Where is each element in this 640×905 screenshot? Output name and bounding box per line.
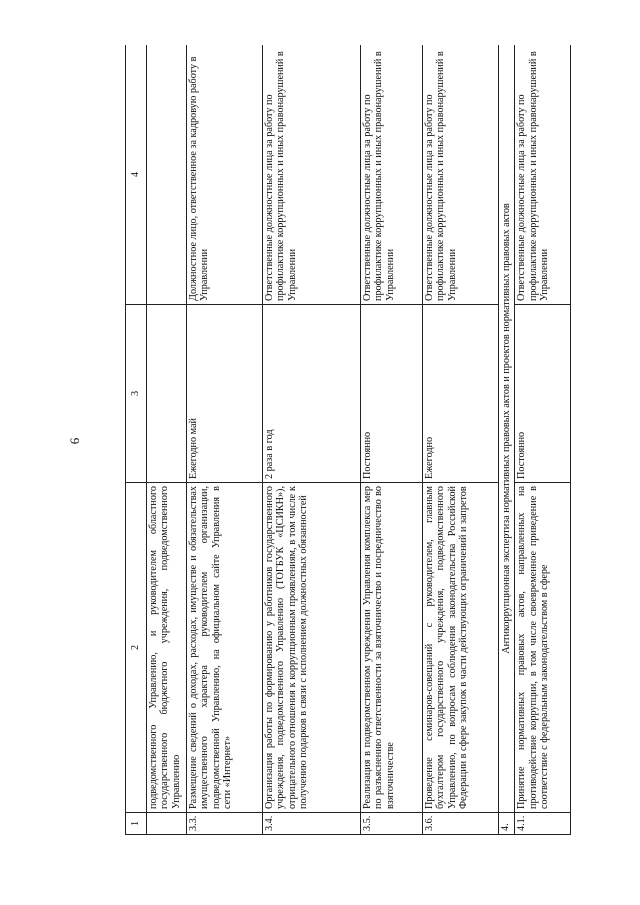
row-period xyxy=(147,305,187,483)
row-measure: Принятие нормативных правовых актов, направленных на противодействие коррупции, в том числе своевременное приведение в соответствие с федеральным законодательством в сфере xyxy=(515,483,571,813)
table-row xyxy=(515,45,571,835)
page-number: 6 xyxy=(67,437,82,445)
row-number: 4.1. xyxy=(515,813,571,835)
row-period: Ежегодно май xyxy=(187,305,263,483)
header-col-1: 1 xyxy=(126,813,147,835)
row-measure: Организация работы по формированию у работников государственного учреждения, подведомственного Управлению (ТОГБУК «ЦСИКН»), отрицательного отношения к коррупционным проявлениям, в том числе к получению подарков в связи с исполнением должностных обязанностей xyxy=(263,483,361,813)
section-number: 4. xyxy=(499,813,515,835)
row-responsible xyxy=(147,45,187,305)
section-title: Антикоррупционная экспертиза нормативных правовых актов и проектов нормативных правовых актов xyxy=(499,45,515,813)
row-measure: подведомственного Управлению, и руководителем областного государственного бюджетного учреждения, подведомственного Управлению xyxy=(147,483,187,813)
header-col-2: 2 xyxy=(126,483,147,813)
header-col-4: 4 xyxy=(126,45,147,305)
header-col-3: 3 xyxy=(126,305,147,483)
table-header-row xyxy=(126,45,147,835)
section-row xyxy=(499,45,515,835)
row-responsible: Ответственные должностные лица за работу по профилактике коррупционных и иных правонарушений в Управлении xyxy=(423,45,499,305)
anti-corruption-plan-table xyxy=(125,45,571,835)
table-row xyxy=(147,45,187,835)
row-measure: Проведение семинаров-совещаний с руководителем, главным бухгалтером государственного учреждения, подведомственного Управлению, по вопросам соблюдения законодательства Российской Федерации в сфере закупок в части действующих ограничений и запретов xyxy=(423,483,499,813)
table-row xyxy=(187,45,263,835)
table-row xyxy=(423,45,499,835)
row-number: 3.4. xyxy=(263,813,361,835)
row-period: Ежегодно xyxy=(423,305,499,483)
row-number: 3.6. xyxy=(423,813,499,835)
document-table-area xyxy=(125,45,615,835)
row-responsible: Ответственные должностные лица за работу по профилактике коррупционных и иных правонарушений в Управлении xyxy=(361,45,423,305)
row-period: 2 раза в год xyxy=(263,305,361,483)
row-number: 3.5. xyxy=(361,813,423,835)
row-number: 3.3. xyxy=(187,813,263,835)
row-number xyxy=(147,813,187,835)
row-period: Постоянно xyxy=(361,305,423,483)
row-responsible: Должностное лицо, ответственное за кадровую работу в Управлении xyxy=(187,45,263,305)
row-period: Постоянно xyxy=(515,305,571,483)
rotated-table-wrapper xyxy=(125,45,615,835)
table-row xyxy=(361,45,423,835)
row-responsible: Ответственные должностные лица за работу по профилактике коррупционных и иных правонарушений в Управлении xyxy=(515,45,571,305)
row-measure: Размещение сведений о доходах, расходах, имуществе и обязательствах имущественного характера руководителем организации, подведомственной Управлению, на официальном сайте Управления в сети «Интернет» xyxy=(187,483,263,813)
row-responsible: Ответственные должностные лица за работу по профилактике коррупционных и иных правонарушений в Управлении xyxy=(263,45,361,305)
table-row xyxy=(263,45,361,835)
row-measure: Реализация в подведомственном учреждении Управления комплекса мер по разъяснению ответственности за взяточничество и посредничество во взяточничестве xyxy=(361,483,423,813)
